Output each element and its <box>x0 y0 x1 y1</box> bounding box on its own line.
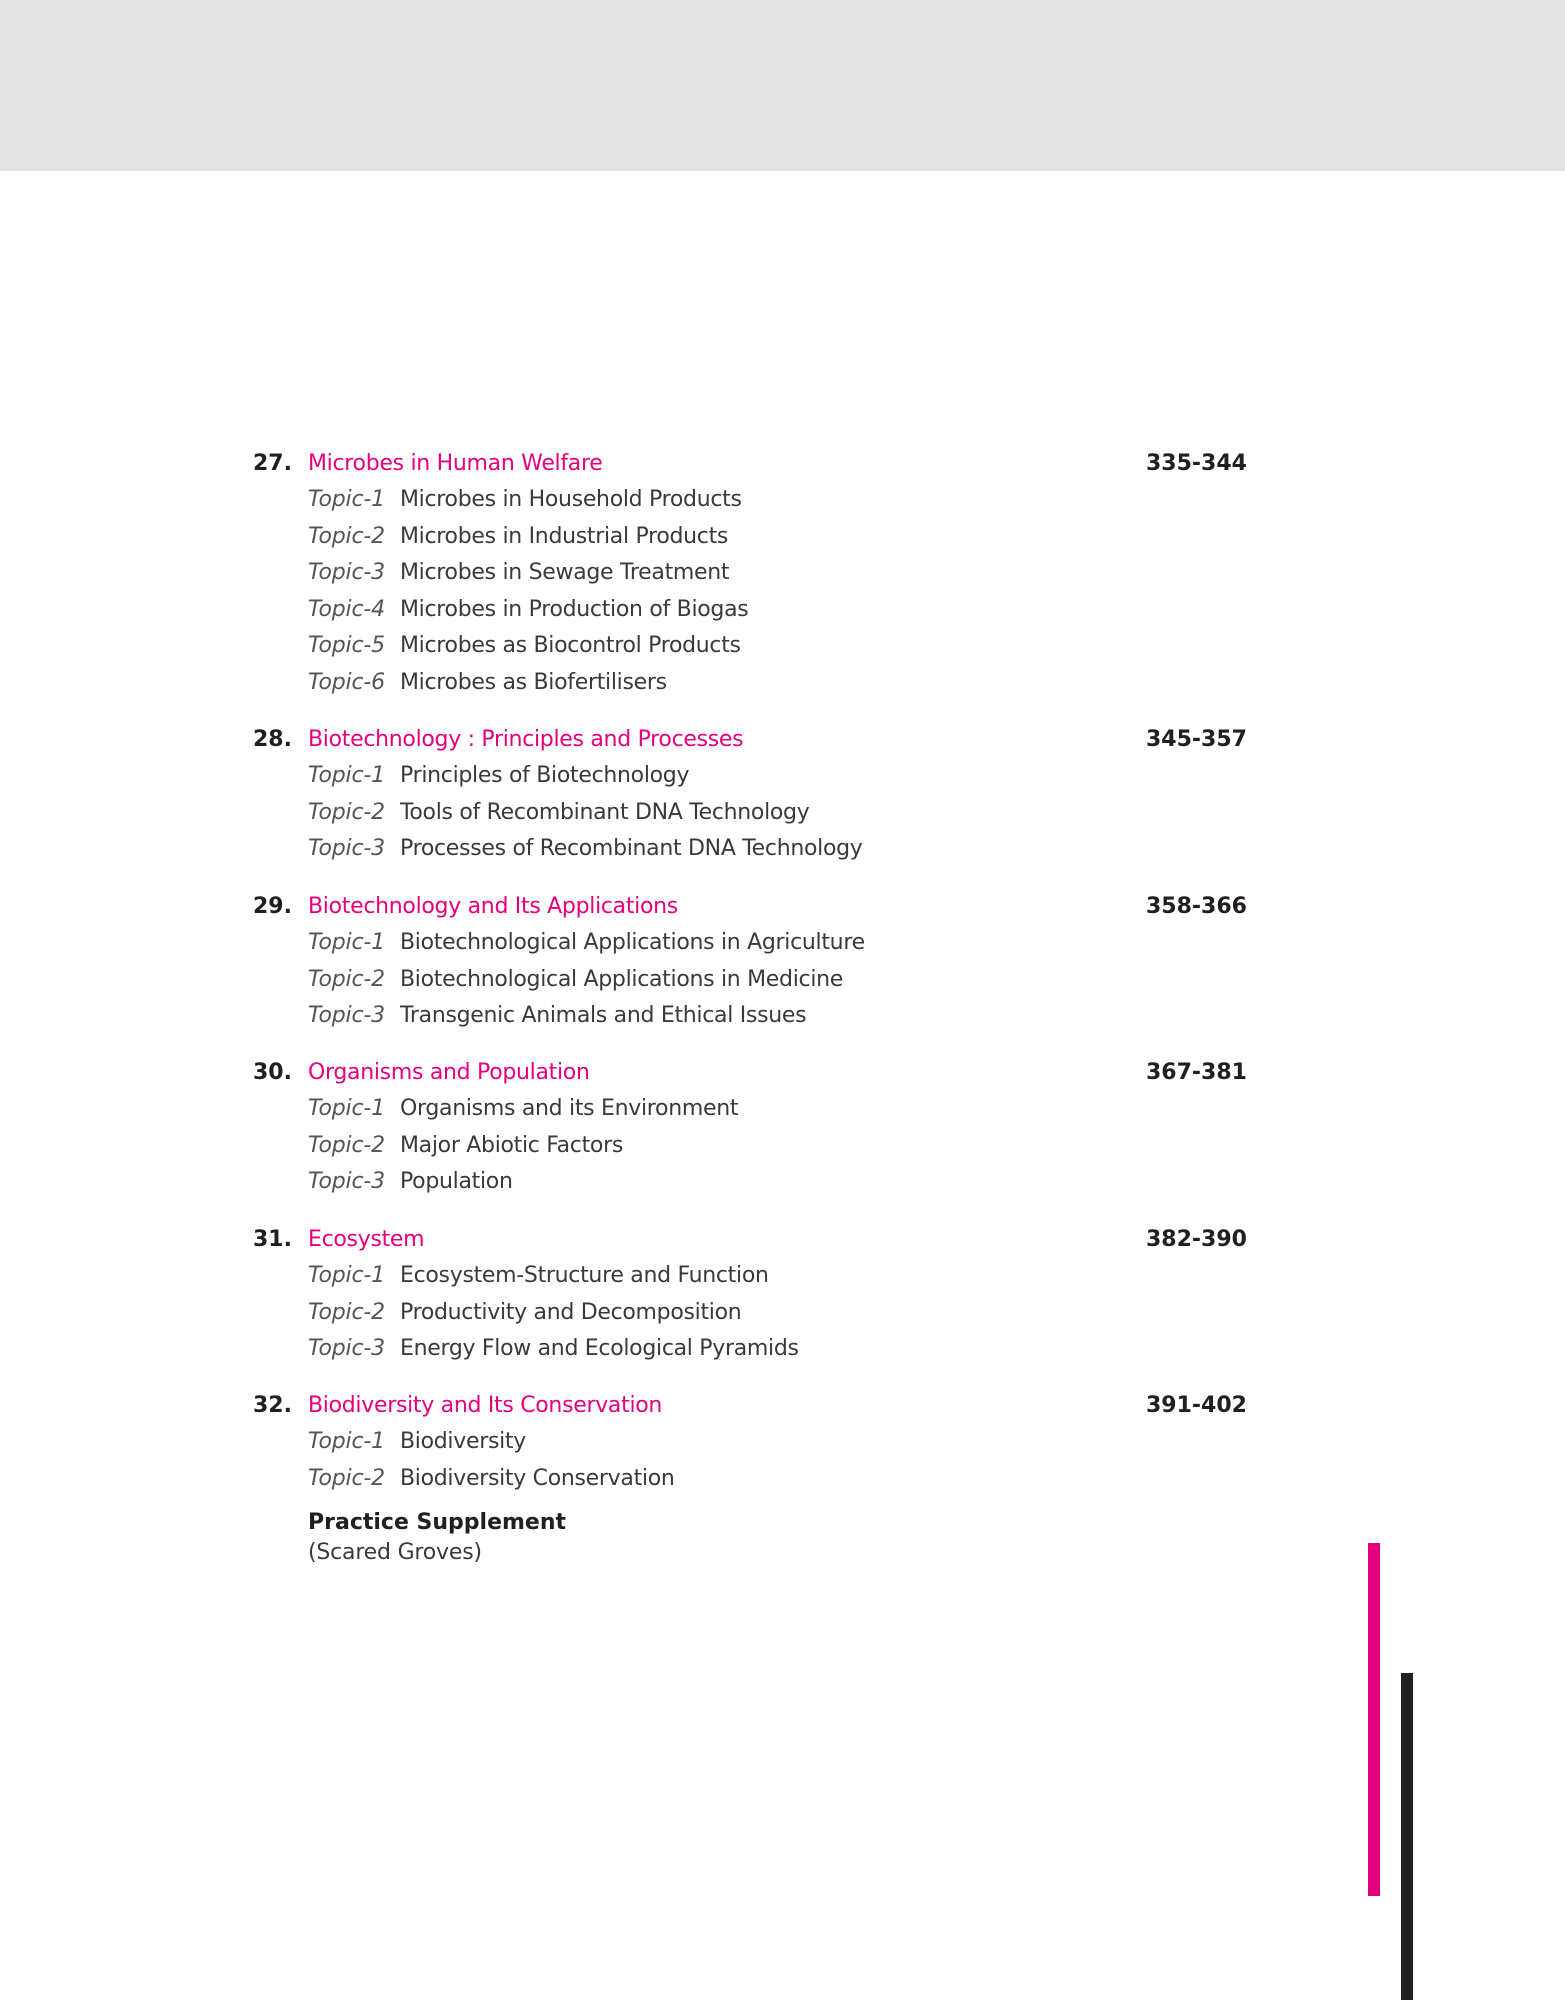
chapter-pages: 335-344 <box>1146 451 1247 476</box>
chapter-heading <box>0 1221 1565 1258</box>
chapter-30 <box>0 1054 1565 1201</box>
chapter-number: 29. <box>253 894 292 919</box>
chapter-title[interactable]: Biotechnology and Its Applications <box>308 894 678 919</box>
topic-label: Topic-3 <box>308 1003 385 1029</box>
topic-label: Topic-3 <box>308 560 385 586</box>
topic-text: Microbes in Production of Biogas <box>400 596 749 622</box>
topic-item[interactable] <box>0 998 1565 1035</box>
chapter-heading <box>0 721 1565 758</box>
chapter-title[interactable]: Microbes in Human Welfare <box>308 451 603 476</box>
topic-text: Microbes as Biocontrol Products <box>400 633 741 659</box>
topic-item[interactable] <box>0 1461 1565 1498</box>
chapter-title[interactable]: Organisms and Population <box>308 1060 590 1085</box>
topic-label: Topic-1 <box>308 763 385 788</box>
chapter-pages: 391-402 <box>1146 1393 1247 1418</box>
topic-label: Topic-1 <box>308 930 385 955</box>
chapter-number: 32. <box>253 1393 292 1418</box>
topic-item[interactable] <box>0 795 1565 832</box>
header-band <box>0 0 1565 171</box>
topic-text: Biodiversity <box>400 1429 526 1454</box>
topic-label: Topic-3 <box>308 1336 385 1362</box>
chapter-pages: 367-381 <box>1146 1060 1247 1085</box>
topic-item[interactable] <box>0 482 1565 519</box>
topic-item[interactable] <box>0 831 1565 868</box>
decorative-magenta-bar <box>1368 1543 1380 1896</box>
topic-item[interactable] <box>0 519 1565 556</box>
chapter-title[interactable]: Biodiversity and Its Conservation <box>308 1393 663 1418</box>
chapter-heading <box>0 888 1565 925</box>
chapter-number: 28. <box>253 727 292 752</box>
topic-text: Productivity and Decomposition <box>400 1299 742 1325</box>
chapter-heading <box>0 1387 1565 1424</box>
topic-text: Processes of Recombinant DNA Technology <box>400 836 863 862</box>
topic-label: Topic-2 <box>308 966 385 992</box>
topic-label: Topic-1 <box>308 487 385 512</box>
chapter-pages: 382-390 <box>1146 1227 1247 1252</box>
topic-item[interactable] <box>0 1295 1565 1332</box>
topic-text: Biotechnological Applications in Medicine <box>400 966 844 992</box>
chapter-title[interactable]: Ecosystem <box>308 1227 425 1252</box>
topic-label: Topic-2 <box>308 1132 385 1158</box>
topic-label: Topic-1 <box>308 1263 385 1288</box>
topic-text: Microbes in Sewage Treatment <box>400 560 730 586</box>
chapter-number: 30. <box>253 1060 292 1085</box>
chapter-31 <box>0 1221 1565 1368</box>
topic-label: Topic-2 <box>308 1299 385 1325</box>
topic-text: Major Abiotic Factors <box>400 1132 623 1158</box>
topic-label: Topic-3 <box>308 836 385 862</box>
topic-item[interactable] <box>0 665 1565 702</box>
topic-item[interactable] <box>0 1424 1565 1461</box>
topic-label: Topic-5 <box>308 633 385 659</box>
topic-text: Organisms and its Environment <box>400 1096 739 1121</box>
topic-item[interactable] <box>0 628 1565 665</box>
topic-text: Biodiversity Conservation <box>400 1465 675 1491</box>
topic-item[interactable] <box>0 1164 1565 1201</box>
topic-label: Topic-3 <box>308 1169 385 1195</box>
practice-supplement[interactable] <box>308 1508 566 1568</box>
topic-item[interactable] <box>0 1258 1565 1295</box>
topic-text: Tools of Recombinant DNA Technology <box>400 799 810 825</box>
topic-text: Energy Flow and Ecological Pyramids <box>400 1336 799 1362</box>
topic-item[interactable] <box>0 925 1565 962</box>
chapter-heading <box>0 445 1565 482</box>
decorative-black-bar <box>1401 1673 1413 2000</box>
topic-label: Topic-4 <box>308 596 385 622</box>
topic-label: Topic-2 <box>308 799 385 825</box>
topic-item[interactable] <box>0 758 1565 795</box>
supplement-title: Practice Supplement <box>308 1510 567 1535</box>
chapter-number: 27. <box>253 451 292 476</box>
chapter-32 <box>0 1387 1565 1497</box>
topic-text: Principles of Biotechnology <box>400 763 690 788</box>
chapter-heading <box>0 1054 1565 1091</box>
supplement-subtitle: (Scared Groves) <box>308 1540 482 1565</box>
topic-item[interactable] <box>0 1128 1565 1165</box>
topic-item[interactable] <box>0 1091 1565 1128</box>
topic-label: Topic-2 <box>308 523 385 549</box>
topic-text: Population <box>400 1169 513 1195</box>
topic-item[interactable] <box>0 1331 1565 1368</box>
chapter-pages: 358-366 <box>1146 894 1247 919</box>
topic-text: Microbes in Household Products <box>400 487 742 512</box>
chapter-number: 31. <box>253 1227 292 1252</box>
topic-text: Ecosystem-Structure and Function <box>400 1263 769 1288</box>
topic-label: Topic-2 <box>308 1465 385 1491</box>
topic-text: Biotechnological Applications in Agriculture <box>400 930 865 955</box>
topic-text: Transgenic Animals and Ethical Issues <box>400 1003 807 1029</box>
topic-item[interactable] <box>0 592 1565 629</box>
topic-label: Topic-1 <box>308 1429 385 1454</box>
topic-item[interactable] <box>0 555 1565 592</box>
chapter-pages: 345-357 <box>1146 727 1247 752</box>
chapter-28 <box>0 721 1565 868</box>
topic-item[interactable] <box>0 962 1565 999</box>
topic-label: Topic-6 <box>308 669 385 695</box>
topic-label: Topic-1 <box>308 1096 385 1121</box>
topic-text: Microbes as Biofertilisers <box>400 669 667 695</box>
chapter-29 <box>0 888 1565 1035</box>
topic-text: Microbes in Industrial Products <box>400 523 729 549</box>
chapter-27 <box>0 445 1565 702</box>
chapter-title[interactable]: Biotechnology : Principles and Processes <box>308 727 744 752</box>
